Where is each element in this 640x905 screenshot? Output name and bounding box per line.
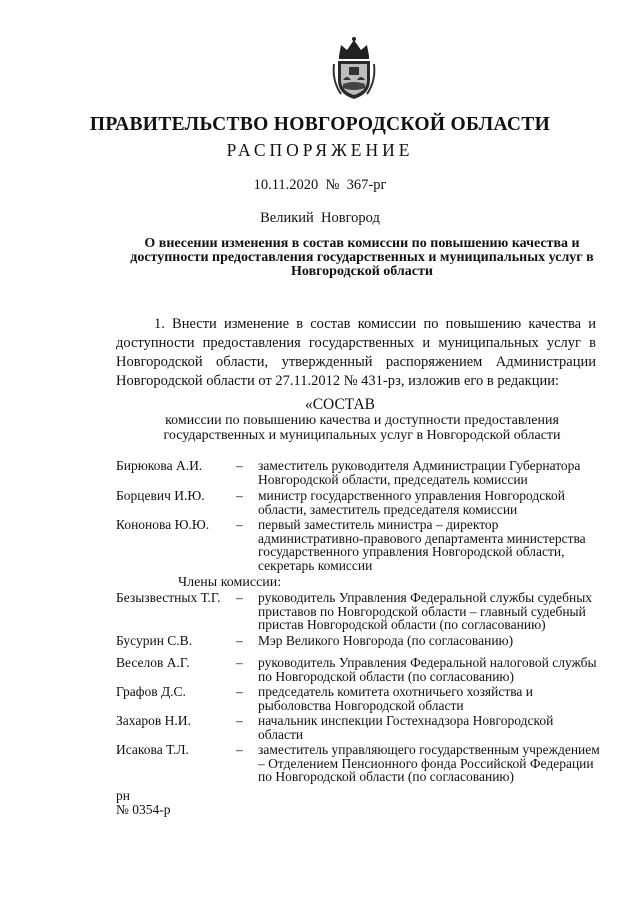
member-name: Захаров Н.И.: [116, 713, 191, 728]
member-name: Безызвестных Т.Г.: [116, 590, 221, 605]
member-role: Мэр Великого Новгорода (по согласованию): [258, 633, 514, 648]
member-role: заместитель руководителя Администрации Губернатора Новгородской области, председатель комиссии: [258, 458, 581, 487]
member-name: Бусурин С.В.: [116, 633, 193, 648]
member-dash: –: [236, 742, 243, 757]
member-role: руководитель Управления Федеральной налоговой службы по Новгородской области (по согласованию): [258, 655, 597, 684]
member-role: заместитель управляющего государственным учреждением – Отделением Пенсионного фонда Российской Федерации по Новгородской области (по согласованию): [258, 742, 600, 784]
member-name: Графов Д.С.: [116, 684, 186, 699]
body-paragraph: 1. Внести изменение в состав комиссии по повышению качества и доступности предоставления государственных и муниципальных услуг в Новгородской области, утвержденный распоряжением Администрации Новгородской области от 27.11.2012 № 431-рз, изложив его в редакции:: [116, 316, 596, 389]
member-role: министр государственного управления Новгородской области, заместитель председателя комиссии: [258, 488, 566, 517]
member-dash: –: [236, 590, 243, 605]
member-name: Кононова Ю.Ю.: [116, 517, 210, 532]
member-dash: –: [236, 713, 243, 728]
document-subject: О внесении изменения в состав комиссии по повышению качества и доступности предоставления государственных и муниципальных услуг в Новгородской области: [130, 236, 594, 279]
government-title: ПРАВИТЕЛЬСТВО НОВГОРОДСКОЙ ОБЛАСТИ: [89, 114, 551, 135]
member-dash: –: [236, 684, 243, 699]
composition-title: «СОСТАВ: [304, 396, 376, 413]
city: Великий Новгород: [260, 210, 380, 226]
member-name: Бирюкова А.И.: [116, 458, 203, 473]
footer-initials: рн: [116, 788, 130, 803]
novgorod-coat-of-arms-icon: [329, 36, 379, 102]
footer-registration: [116, 789, 171, 817]
member-name: Борцевич И.Ю.: [116, 488, 205, 503]
footer-number: № 0354-р: [116, 802, 171, 817]
member-role: руководитель Управления Федеральной службы судебных приставов по Новгородской области – главный судебный пристав Новгородской области (по согласованию): [258, 590, 593, 632]
member-dash: –: [236, 517, 243, 532]
composition-subtitle: комиссии по повышению качества и доступности предоставления государственных и муниципальных услуг в Новгородской области: [163, 413, 561, 443]
member-dash: –: [236, 655, 243, 670]
member-role: первый заместитель министра – директор административно-правового департамента министерства государственного управления Новгородской области, секретарь комиссии: [258, 517, 586, 573]
member-role: председатель комитета охотничьего хозяйства и рыболовства Новгородской области: [258, 684, 534, 713]
member-name: Исакова Т.Л.: [116, 742, 189, 757]
member-dash: –: [236, 458, 243, 473]
date-and-number: 10.11.2020 № 367-рг: [253, 177, 387, 193]
members-label: Члены комиссии:: [178, 575, 282, 590]
member-dash: –: [236, 488, 243, 503]
member-name: Веселов А.Г.: [116, 655, 190, 670]
member-role: начальник инспекции Гостехнадзора Новгородской области: [258, 713, 554, 742]
member-dash: –: [236, 633, 243, 648]
document-type: РАСПОРЯЖЕНИЕ: [226, 140, 414, 160]
